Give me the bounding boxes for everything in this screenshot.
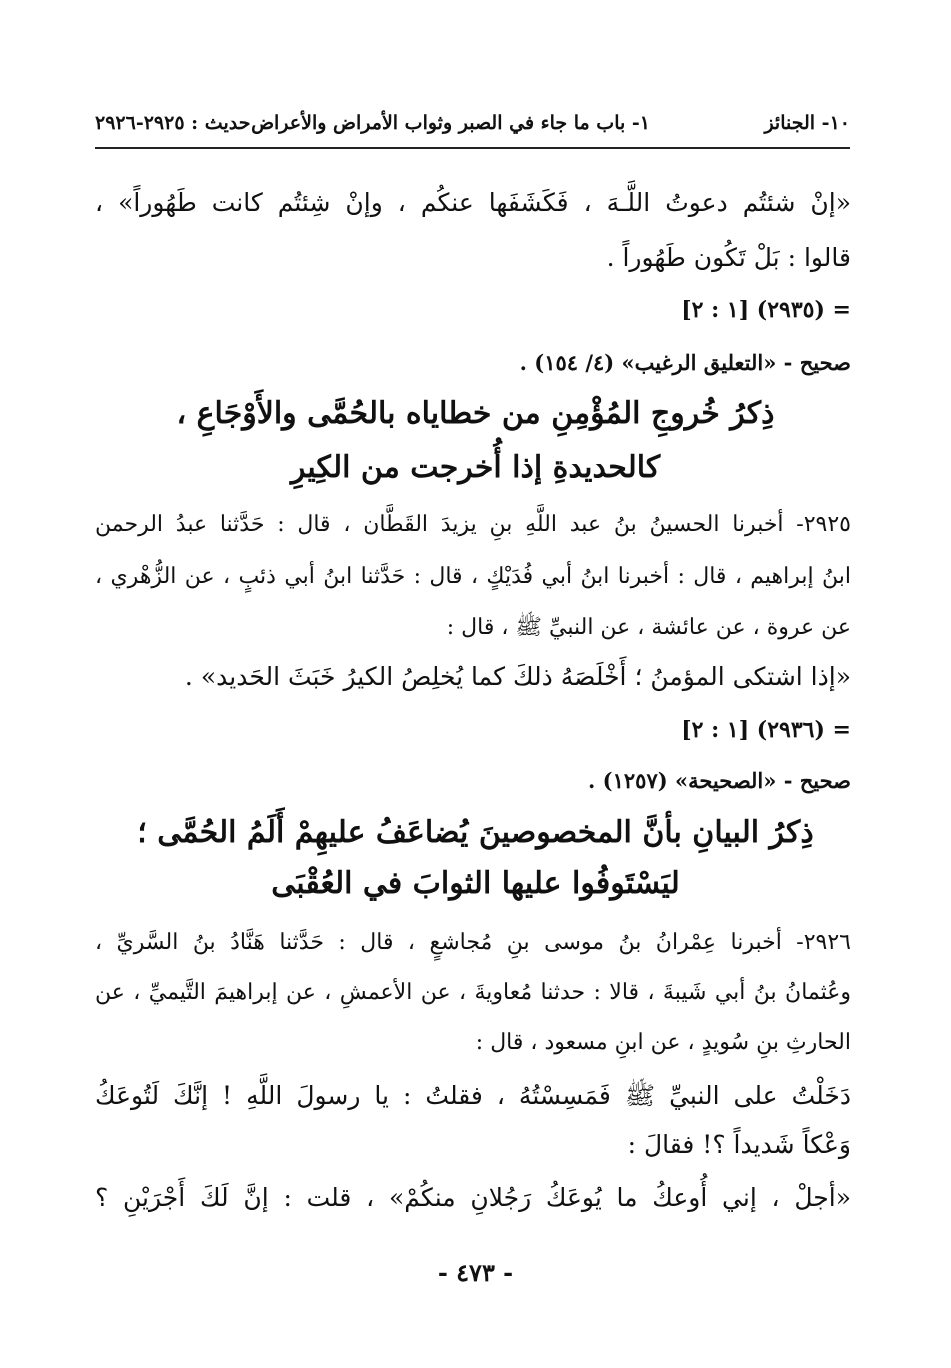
cross-reference: = (٢٩٣٦) [١ : ٢] [681,717,851,743]
chapter-heading: كالحديدةِ إذا أُخرجت من الكِيرِ [290,450,661,485]
hadith-isnad: ٢٩٢٦- أخبرنا عِمْرانُ بنُ موسى بنِ مُجاشعٍ ، قال : حَدَّثنا هَنَّادُ بنُ السَّريِّ ، [95,930,851,955]
hadith-matn: «إذا اشتكى المؤمنُ ؛ أَخْلَصَهُ ذلكَ كما يُخلِصُ الكيرُ خَبَثَ الحَديد» . [184,662,851,691]
hadith-isnad: ٢٩٢٥- أخبرنا الحسينُ بنُ عبد اللَّهِ بنِ يزيدَ القَطَّان ، قال : حَدَّثنا عبدُ الرحمن [95,512,851,537]
hadith-range: حديث : ٢٩٢٥-٢٩٢٦ [95,112,251,134]
running-header [95,112,850,142]
section-title: ١- باب ما جاء في الصبر وثواب الأمراض والأعراض [251,112,650,134]
hadith-isnad: عن عروة ، عن عائشة ، عن النبيِّ ﷺ ، قال : [446,615,851,640]
chapter-heading: ليَسْتَوفُوا عليها الثوابَ في العُقْبَى [271,866,680,901]
grading-note: صحيح - «التعليق الرغيب» (٤/ ١٥٤) . [519,350,851,375]
hadith-matn: «أجلْ ، إني أُوعكُ ما يُوعَكُ رَجُلانِ منكُمْ» ، قلت : إنَّ لَكَ أَجْرَيْنِ ؟ [95,1183,851,1212]
cross-reference: = (٢٩٣٥) [١ : ٢] [681,297,851,323]
grading-note: صحيح - «الصحيحة» (١٢٥٧) . [588,768,851,793]
chapter-heading: ذِكرُ البيانِ بأنَّ المخصوصينَ يُضاعَفُ عليهِمْ أَلَمُ الحُمَّى ؛ [137,815,814,850]
hadith-matn: وَعْكاً شَديداً ؟! فقالَ : [627,1130,851,1159]
chapter-title: ١٠- الجنائز [764,112,850,134]
hadith-isnad: وعُثمانُ بنُ أبي شَيبةَ ، قالا : حدثنا مُعاويةَ ، عن الأعمشِ ، عن إبراهيمَ التَّيميِّ ، عن [95,980,851,1005]
page-number: - ٤٧٣ - [437,1258,514,1287]
header-divider [95,147,850,149]
hadith-isnad: الحارثِ بنِ سُويدٍ ، عن ابنِ مسعود ، قال : [475,1030,851,1055]
text-line: قالوا : بَلْ تَكُون طَهُوراً . [606,243,851,272]
chapter-heading: ذِكرُ خُروجِ المُؤْمِنِ من خطاياه بالحُمَّى والأَوْجَاعِ ، [176,396,775,431]
hadith-isnad: ابنُ إبراهيم ، قال : أخبرنا ابنُ أبي فُدَيْكٍ ، قال : حَدَّثنا ابنُ أبي ذئبٍ ، عن الزُّهْري ، [95,564,851,589]
hadith-matn: دَخَلْتُ على النبيِّ ﷺ فَمَسِسْتُهُ ، فقلتُ : يا رسولَ اللَّهِ ! إنَّكَ لَتُوعَكُ [95,1081,851,1110]
text-line: «إنْ شئتُم دعوتُ اللَّـهَ ، فَكَشَفَها عنكُم ، وإنْ شِئتُم كانت طَهُوراً» ، [95,188,851,217]
